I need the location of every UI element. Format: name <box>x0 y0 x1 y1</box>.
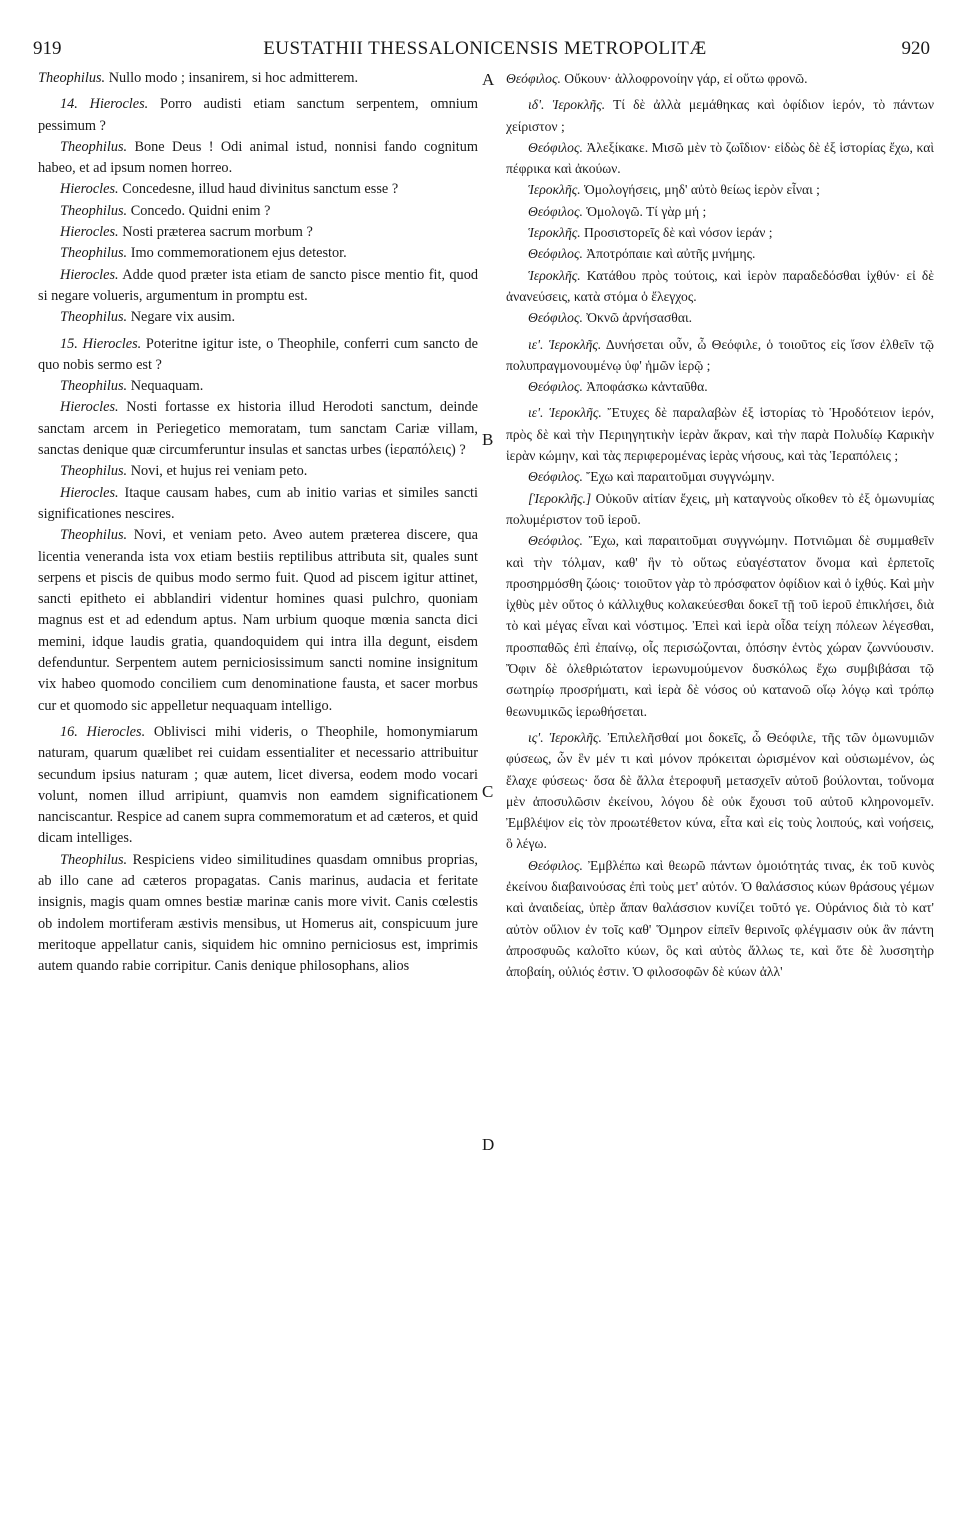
latin-paragraph <box>38 850 478 978</box>
speech-text: Nullo modo ; insanirem, si hoc admitterem. <box>105 70 359 86</box>
greek-paragraph <box>506 488 934 531</box>
speech-text: Ὁμολογῶ. Τί γὰρ μή ; <box>582 203 707 219</box>
speaker-name: Theophilus. <box>60 378 128 395</box>
speech-text: Adde quod præter ista etiam de sancto pisce mentio fit, quod si negare volueris, argumentum in promptu est. <box>38 266 478 304</box>
speaker-name: Theophilus. <box>60 309 128 326</box>
speech-text: Nosti fortasse ex historia illud Herodoti sanctum, deinde sanctam arcem in Periegetico memoratam, tum sanctam Cariæ villam, sanctas denique quæ circumferuntur insulas et sanctas urbes (ἱεραπόλεις) ? <box>38 399 478 459</box>
speaker-name: ιε'. Ἱεροκλῆς. <box>528 405 602 421</box>
greek-paragraph <box>506 222 934 243</box>
greek-paragraph <box>506 334 934 377</box>
speaker-name: Θεόφιλος. <box>506 71 561 86</box>
speech-text: Poteritne igitur iste, o Theophile, conferri cum sancto de quo nobis sermo est ? <box>38 335 478 373</box>
speaker-name: Theophilus. <box>60 138 128 155</box>
speech-text: Concedesne, illud haud divinitus sanctum esse ? <box>118 181 399 198</box>
speaker-name: Hierocles. <box>60 224 119 241</box>
speech-text: Ἔχω, καὶ παραιτοῦμαι συγγνώμην. Ποτνιῶμαι δὲ συμμαθεῖν καὶ τὴν τόλμαν, καθ' ἣν τὸ οὕτως εὐαγέστατον ὄνομα καὶ ἑρπετοῖς προσηρμόσθη ζώοις· τοιοῦτον γὰρ τὸ πρόσφατον ὀφίδιον καὶ ὁ ἰχθύς. Καὶ μὴν ἰχθὺς μὲν οὕτος ὁ κάλλιχθυς κολακεύεσθαι δοκεῖ τῇ τοῦ ἱεροῦ ἐπικλήσει, διὰ τὸ καὶ μέγας εἶναι καὶ νόστιμος. Ἐπεὶ καὶ ἱερὰ οἶδα τείχη πόλεων λέγεσθαι, προσπαθῶς ἐπὶ ἐπαίνῳ, οἷς περισώζονται, ὁπόσην ἐντὸς χώραν ζωννύουσιν. Ὄφιν δὲ ὀλεθριώτατον ἱερωνυμούμενον δυσκόλως ἔχω συμβιβάσαι τῷ σωτηρίῳ προσρήματι, καὶ ἱερὰ δὲ νόσος οὐ κατανοῶ οἵῳ λόγῳ καὶ τρόπῳ θεωνυμικῶς ἱερωθήσεται. <box>506 533 934 719</box>
speaker-name: Θεόφιλος. <box>528 533 583 549</box>
speech-text: Ἀλεξίκακε. Μισῶ μὲν τὸ ζωΐδιον· εἰδὼς δὲ ἐξ ἱστορίας ἔχω, καὶ πέφρικα καὶ ἀκούων. <box>506 139 934 177</box>
speech-text: Negare vix ausim. <box>127 309 236 326</box>
speech-text: Nosti præterea sacrum morbum ? <box>118 224 313 241</box>
speaker-name: Θεόφιλος. <box>528 310 583 326</box>
greek-paragraph <box>506 265 934 308</box>
speech-text: Οὔκουν· ἀλλοφρονοίην γάρ, εἰ οὕτω φρονῶ. <box>560 71 808 86</box>
latin-paragraph <box>38 461 478 482</box>
speaker-name: Ἱεροκλῆς. <box>528 182 581 198</box>
latin-column <box>38 68 478 977</box>
margin-marker-d: D <box>482 1135 495 1154</box>
greek-paragraph <box>506 855 934 983</box>
margin-marker-a: A <box>482 70 495 89</box>
speaker-name: ιε'. Ἱεροκλῆς. <box>528 336 602 352</box>
greek-column <box>506 68 934 982</box>
greek-paragraph <box>506 243 934 264</box>
greek-paragraph <box>506 179 934 200</box>
speaker-name: Hierocles. <box>60 484 119 501</box>
speech-text: Οὐκοῦν αἰτίαν ἔχεις, μὴ καταγνοὺς οἴκοθεν τὸ ἐξ ὁμωνυμίας πολυμέριστον τοῦ ἱεροῦ. <box>506 490 934 527</box>
speech-text: Oblivisci mihi videris, o Theophile, homonymiarum naturam, quarum quælibet rei cuidam essentialiter et necessario attribuitur secundum ipsius naturam ; quæ autem, licet diversa, eodem modo vocari volunt, nomen illud arripiunt, quamvis non eamdem significationem nanciscantur. Respice ad canem supra commemoratum et ad cæteros, et quid dicam intelliges. <box>38 723 478 847</box>
speech-text: Προσιστορεῖς δὲ καὶ νόσον ἱεράν ; <box>580 225 773 241</box>
latin-paragraph <box>38 179 478 200</box>
latin-paragraph <box>38 525 478 717</box>
speaker-name: Hierocles. <box>60 266 119 283</box>
running-header <box>0 0 970 62</box>
speaker-name: Ἱεροκλῆς. <box>528 267 581 283</box>
speech-text: Ὁμολογήσεις, μηδ' αὐτὸ θείως ἱερὸν εἶναι ; <box>580 182 820 198</box>
speech-text: Novi, et veniam peto. Aveo autem præterea discere, qua licentia veneranda ista vox etiam bestiis reptilibus attributa sit, quales sunt serpens et piscis de quibus modo sermo fuit. Quod ad piscem igitur attinet, sancti epitheto ei abblandiri videntur homines quasi pulchro, quoniam magnus est et ad edendum aptus. Nam urbium quoque mœnia sancta dici memini, idque laudis gratia, quandoquidem qui intra illa degunt, eisdem defenduntur. Serpentem autem perniciosissimum sancti nomine insignitum vix habeo quomodo conciliem cum denominatione fausta, et sacer morbus cur et quomodo sic appelletur nequaquam intelligo. <box>38 527 478 714</box>
speech-text: Ἀποφάσκω κἀνταῦθα. <box>582 379 708 395</box>
speaker-name: Ἱεροκλῆς. <box>528 225 581 241</box>
page-number-left: 919 <box>33 38 62 59</box>
speaker-name: Theophilus. <box>60 245 128 262</box>
speech-text: Ἀποτρόπαιε καὶ αὐτῆς μνήμης. <box>582 246 756 262</box>
speaker-name: Theophilus. <box>38 70 106 86</box>
speech-text: Κατάθου πρὸς τούτοις, καὶ ἱερὸν παραδεδόσθαι ἰχθύν· εἰ δὲ ἀνανεύσεις, κατὰ στόμα ὁ ἔλεγχος. <box>506 267 934 304</box>
speaker-name: Theophilus. <box>60 202 128 219</box>
latin-paragraph <box>38 222 478 243</box>
speaker-name: Θεόφιλος. <box>528 469 583 485</box>
latin-paragraph <box>38 201 478 222</box>
greek-paragraph <box>506 68 934 89</box>
latin-paragraph <box>38 397 478 461</box>
speech-text: Δυνήσεται οὖν, ὦ Θεόφιλε, ὁ τοιοῦτος εἰς ἴσον ἐλθεῖν τῷ πολυπραγμονουμένῳ ὑφ' ἡμῶν ἱερῷ ; <box>506 336 934 373</box>
greek-paragraph <box>506 402 934 466</box>
greek-paragraph <box>506 94 934 137</box>
speaker-name: Theophilus. <box>60 851 128 868</box>
speech-text: Respiciens video similitudines quasdam omnibus proprias, ab illo cane ad cæteros propagatas. Canis marinus, audacia et feritate insignis, magis quam omnes bestiæ marinæ canis more vivit. Canis cœlestis ob indolem mortiferam æstivis mensibus, ut Homerus ait, conspicuum jure meritoque appellatur canis, siquidem hic omnino perniciosus est, imprimis autem quando rabie corripitur. Canis denique philosophans, alios <box>38 851 478 975</box>
greek-paragraph <box>506 727 934 855</box>
speech-text: Porro audisti etiam sanctum serpentem, omnium pessimum ? <box>38 96 478 134</box>
greek-paragraph <box>506 530 934 722</box>
greek-paragraph <box>506 466 934 487</box>
greek-paragraph <box>506 201 934 222</box>
speech-text: Ὀκνῶ ἀρνήσασθαι. <box>582 310 692 326</box>
speaker-name: 14. Hierocles. <box>60 96 149 113</box>
speech-text: Novi, et hujus rei veniam peto. <box>127 463 308 480</box>
speaker-name: ιδ'. Ἱεροκλῆς. <box>528 97 606 113</box>
speaker-name: Hierocles. <box>60 181 119 198</box>
speaker-name: Theophilus. <box>60 463 128 480</box>
speech-text: Τί δὲ ἀλλὰ μεμάθηκας καὶ ὀφίδιον ἱερόν, τὸ πάντων χείριστον ; <box>506 97 935 134</box>
speaker-name: Hierocles. <box>60 399 119 416</box>
speech-text: Ἔτυχες δὲ παραλαβὼν ἐξ ἱστορίας τὸ Ἡροδότειον ἱερόν, πρὸς δὲ καὶ τὴν Περιηγητικὴν ἱερὰν ἄκραν, καὶ τὴν παρὰ Πολυδίῳ Καρικὴν ἱερὰν κώμην, καὶ τὰς περιφερομένας ἱερὰς νήσους, καὶ τὰς Ἱεραπόλεις ; <box>506 405 934 464</box>
latin-paragraph <box>38 376 478 397</box>
speech-text: Ἐπιλελῆσθαί μοι δοκεῖς, ὦ Θεόφιλε, τῆς τῶν ὁμωνυμιῶν φύσεως, ὧν ἓν μέν τι καὶ μόνον πρόκειται ὡρισμένον καὶ οὐσιωμένον, ὡς ἔλαχε φύσεως· ὅσα δὲ ἄλλα ἑτεροφυῆ μετασχεῖν αὐτοῦ βούλονται, τοὔνομα μὲν ἀποσυλῶσιν ἐκείνου, λόγου δὲ οὐκ ἔχουσι τοῦ αὐτοῦ κληρονομεῖν. Ἐμβλέψον εἰς τὸν προωτέθετον κύνα, εἶτα καὶ εἰς τοὺς λοιπούς, καὶ νοήσεις, ὃ λέγω. <box>506 729 934 852</box>
speaker-name: 15. Hierocles. <box>60 335 142 352</box>
speaker-name: ις'. Ἱεροκλῆς. <box>528 729 602 745</box>
greek-paragraph <box>506 376 934 397</box>
latin-paragraph <box>38 483 478 526</box>
running-title: EUSTATHII THESSALONICENSIS METROPOLITÆ <box>263 38 707 59</box>
speech-text: Itaque causam habes, cum ab initio varias et similes sancti significationes nescires. <box>38 484 478 522</box>
latin-paragraph <box>38 722 478 850</box>
greek-paragraph <box>506 307 934 328</box>
latin-paragraph <box>38 94 478 137</box>
latin-paragraph <box>38 334 478 377</box>
margin-marker-c: C <box>482 782 494 801</box>
speech-text: Nequaquam. <box>127 378 204 395</box>
speaker-name: Θεόφιλος. <box>528 379 583 395</box>
speech-text: Imo commemorationem ejus detestor. <box>127 245 347 262</box>
speaker-name: 16. Hierocles. <box>60 723 146 740</box>
speaker-name: Θεόφιλος. <box>528 246 583 262</box>
latin-paragraph <box>38 265 478 308</box>
speaker-name: Θεόφιλος. <box>528 857 583 873</box>
speech-text: Ἐμβλέπω καὶ θεωρῶ πάντων ὁμοιότητάς τινας, ἐκ τοῦ κυνὸς ἐκείνου διαβαινούσας ἐπὶ τοὺς μετ' αὐτόν. Ὁ θαλάσσιος κύων θράσους γέμων καὶ ἀναιδείας, ὑπὲρ ἅπαν θαλάσσιον κυνίζει τοῦτό γε. Οὐράνιος διὰ τὸ κατ' αὐτὸν οὔλιον ἐν τοῖς καθ' Ὅμηρον εἰπεῖν θερινοῖς φλέγμασιν οὐκ ἂν πάντη ἀπροσφυῶς καλοῖτο κύων, ὃς καὶ αὐτὸς ἄλλως τε, καὶ ὅτε δὲ λυσσητὴρ ἀποβαίη, οὐλιός ἐστιν. Ὁ φιλοσοφῶν δὲ κύων ἀλλ' <box>506 857 934 980</box>
speech-text: Bone Deus ! Odi animal istud, nonnisi fando cognitum habeo, et ad ipsum nomen horreo. <box>38 138 478 177</box>
greek-paragraph <box>506 137 934 180</box>
speech-text: Ἔχω καὶ παραιτοῦμαι συγγνώμην. <box>582 469 775 485</box>
latin-paragraph <box>38 307 478 328</box>
page-number-right: 920 <box>901 38 930 59</box>
latin-paragraph <box>38 137 478 180</box>
speaker-name: Θεόφιλος. <box>528 203 583 219</box>
speaker-name: [Ἱεροκλῆς.] <box>528 490 592 506</box>
speaker-name: Θεόφιλος. <box>528 139 583 155</box>
latin-paragraph <box>38 68 478 89</box>
speech-text: Concedo. Quidni enim ? <box>127 202 271 219</box>
latin-paragraph <box>38 243 478 264</box>
margin-marker-b: B <box>482 430 494 449</box>
speaker-name: Theophilus. <box>60 527 128 544</box>
